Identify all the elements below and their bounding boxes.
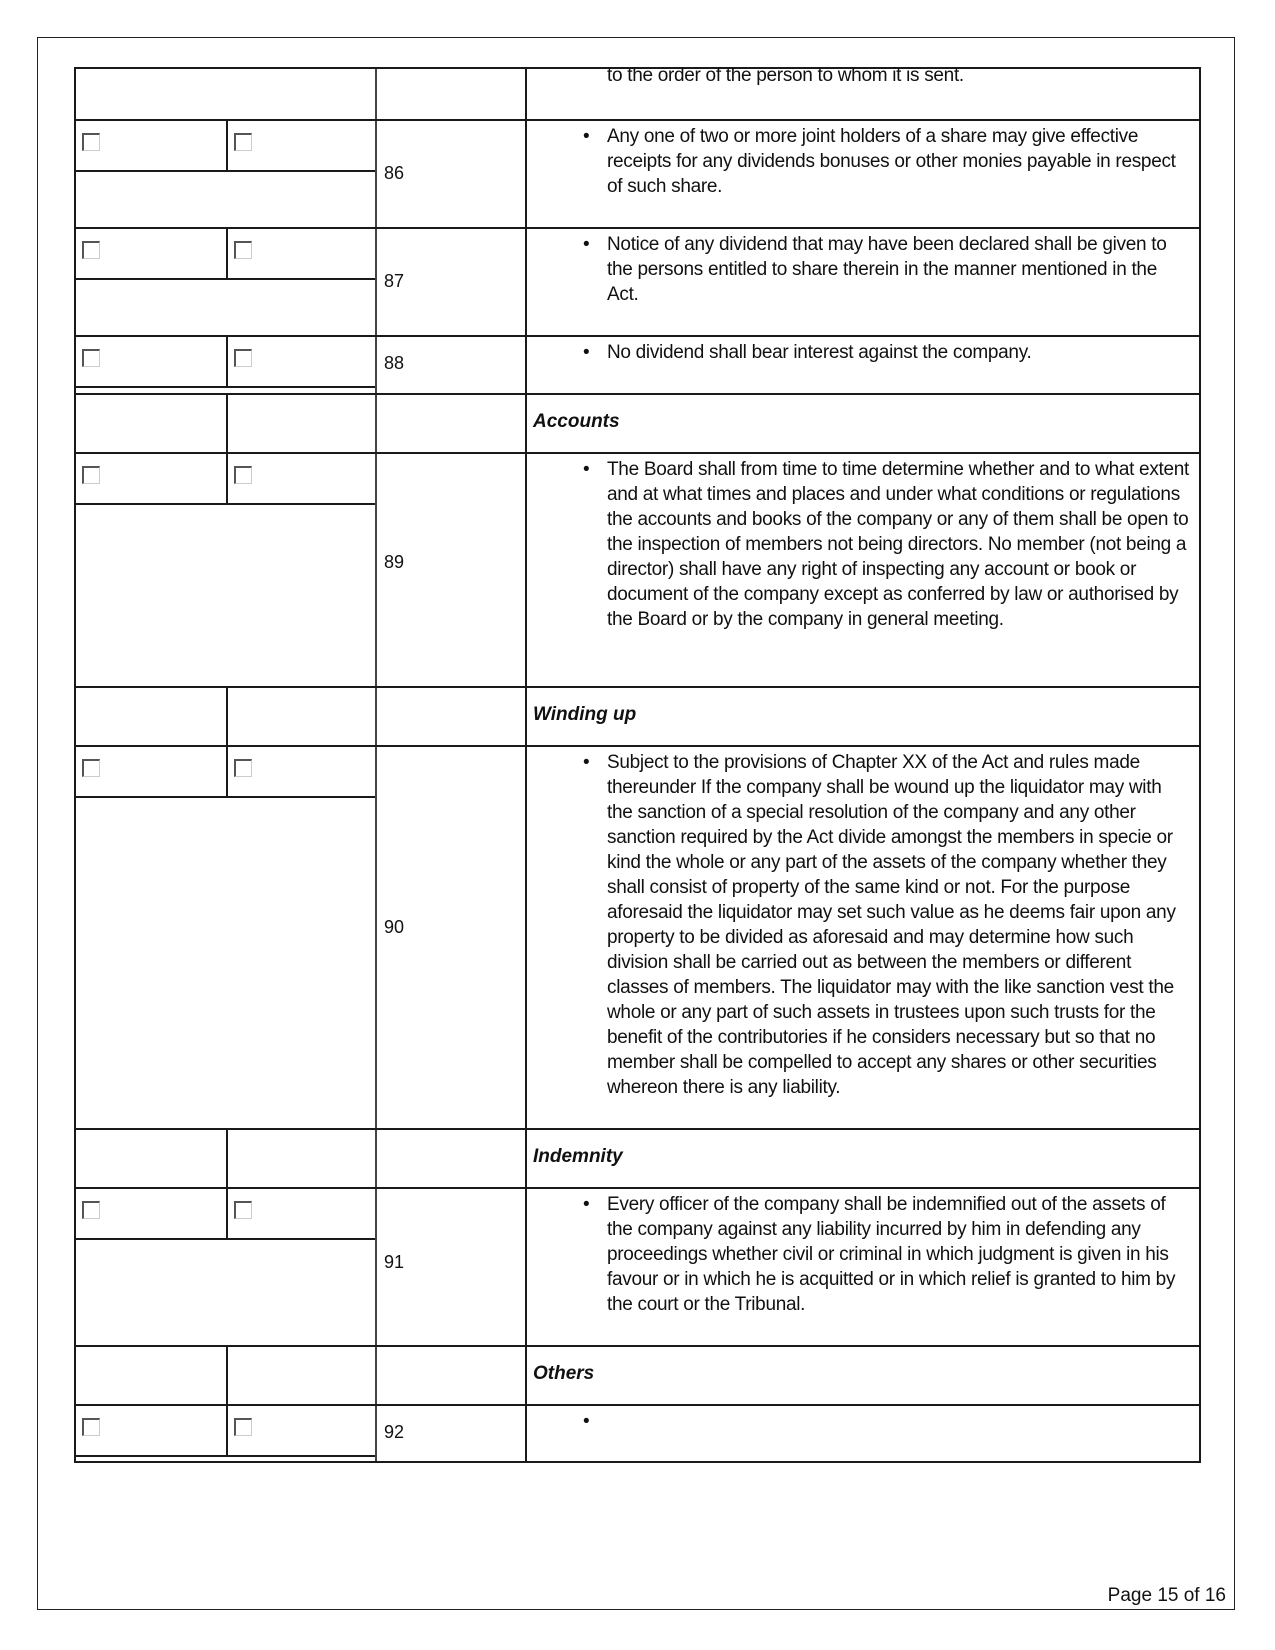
checkbox-a[interactable] [82, 241, 100, 259]
checkbox-b[interactable] [234, 759, 252, 777]
table-row [74, 452, 1201, 686]
article-number: 89 [384, 552, 405, 572]
table-row [74, 335, 1201, 393]
left-cell [74, 395, 375, 452]
text-cell [525, 1130, 1201, 1187]
checkbox-row [76, 747, 377, 798]
section-heading: Indemnity [533, 1146, 623, 1167]
bullet-icon: • [583, 1194, 590, 1215]
number-cell [375, 1189, 525, 1345]
section-row-accounts [74, 393, 1201, 452]
left-cell [74, 1130, 375, 1187]
left-cell [74, 688, 375, 745]
bullet-icon: • [583, 342, 590, 363]
checkbox-a[interactable] [82, 349, 100, 367]
left-cell [74, 229, 375, 335]
checkbox-a[interactable] [82, 1418, 100, 1436]
bullet-icon: • [583, 1411, 590, 1432]
table-row [74, 1404, 1201, 1463]
checkbox-b[interactable] [234, 1418, 252, 1436]
checkbox-b[interactable] [234, 1201, 252, 1219]
page-number: Page 15 of 16 [1107, 1585, 1226, 1606]
table-row [74, 227, 1201, 335]
bullet-icon: • [583, 126, 590, 147]
checkbox-b[interactable] [234, 466, 252, 484]
text-cell [525, 395, 1201, 452]
article-number: 88 [384, 353, 405, 373]
article-text: Subject to the provisions of Chapter XX of the Act and rules made thereunder If the company shall be wound up the liquidator may with the sanction of a special resolution of the company and any other sanction required by the Act divide amongst the members in specie or kind the whole or any part of the assets of the company whether they shall consist of property of the same kind or not. For the purpose aforesaid the liquidator may set such value as he deems fair upon any property to be divided as aforesaid and may determine how such division shall be carried out as between the members or different classes of members. The liquidator may with the like sanction vest the whole or any part of such assets in trustees upon such trusts for the benefit of the contributories if he considers necessary but so that no member shall be compelled to accept any shares or other securities whereon there is any liability. [607, 752, 1176, 1098]
text-cell [525, 1406, 1201, 1461]
text-cell [525, 688, 1201, 745]
text-cell [525, 65, 1201, 119]
article-number: 91 [384, 1252, 405, 1272]
checkbox-a[interactable] [82, 466, 100, 484]
article-text: Any one of two or more joint holders of a share may give effective receipts for any dividends bonuses or other monies payable in respect of such share. [607, 126, 1176, 197]
left-cell [74, 69, 375, 119]
table-row [74, 119, 1201, 227]
section-heading: Others [533, 1363, 595, 1384]
left-cell [74, 337, 375, 393]
table-row-continuation [74, 67, 1201, 119]
article-number: 92 [384, 1422, 405, 1442]
number-cell [375, 1406, 525, 1461]
number-cell [375, 395, 525, 452]
section-row-indemnity [74, 1128, 1201, 1187]
number-cell [375, 688, 525, 745]
bullet-icon: • [583, 234, 590, 255]
text-cell [525, 747, 1201, 1128]
article-text: No dividend shall bear interest against the company. [607, 342, 1032, 363]
article-text: The Board shall from time to time determine whether and to what extent and at what times and places and under what conditions or regulations the accounts and books of the company or any of them shall be open to the inspection of members not being directors. No member (not being a director) shall have any right of inspecting any account or book or document of the company except as conferred by law or authorised by the Board or by the company in general meeting. [607, 459, 1190, 630]
number-cell [375, 454, 525, 686]
checkbox-row [76, 121, 377, 172]
checkbox-b[interactable] [234, 133, 252, 151]
article-number: 87 [384, 271, 405, 291]
text-cell [525, 1347, 1201, 1404]
left-cell [74, 747, 375, 1128]
bullet-icon: • [583, 459, 590, 480]
left-cell [74, 1347, 375, 1404]
number-cell [375, 69, 525, 119]
checkbox-b[interactable] [234, 241, 252, 259]
bullet-icon: • [583, 752, 590, 773]
article-text: Notice of any dividend that may have been declared shall be given to the persons entitled to share therein in the manner mentioned in the Act. [607, 234, 1167, 305]
checkbox-row [76, 1189, 377, 1240]
article-text: Every officer of the company shall be indemnified out of the assets of the company against any liability incurred by him in defending any proceedings whether civil or criminal in which judgment is given in his favour or in which he is acquitted or in which relief is granted to him by the court or the Tribunal. [607, 1194, 1176, 1315]
section-row-others [74, 1345, 1201, 1404]
checkbox-row [76, 337, 377, 388]
number-cell [375, 337, 525, 393]
number-cell [375, 747, 525, 1128]
number-cell [375, 1347, 525, 1404]
checkbox-b[interactable] [234, 349, 252, 367]
checkbox-row [76, 454, 377, 505]
checkbox-a[interactable] [82, 759, 100, 777]
number-cell [375, 229, 525, 335]
text-cell [525, 454, 1201, 686]
text-cell [525, 229, 1201, 335]
left-cell [74, 454, 375, 686]
checkbox-row [76, 229, 377, 280]
number-cell [375, 121, 525, 227]
section-heading: Accounts [533, 411, 620, 432]
article-number: 90 [384, 917, 405, 937]
text-cell [525, 1189, 1201, 1345]
left-cell [74, 1406, 375, 1461]
number-cell [375, 1130, 525, 1187]
checkbox-row [76, 1406, 377, 1457]
section-row-winding-up [74, 686, 1201, 745]
checkbox-a[interactable] [82, 133, 100, 151]
table-row [74, 745, 1201, 1128]
continuation-text: to the order of the person to whom it is sent. [607, 65, 964, 86]
table-row [74, 1187, 1201, 1345]
article-number: 86 [384, 163, 405, 183]
checkbox-a[interactable] [82, 1201, 100, 1219]
text-cell [525, 121, 1201, 227]
left-cell [74, 121, 375, 227]
text-cell [525, 337, 1201, 393]
section-heading: Winding up [533, 704, 637, 725]
left-cell [74, 1189, 375, 1345]
